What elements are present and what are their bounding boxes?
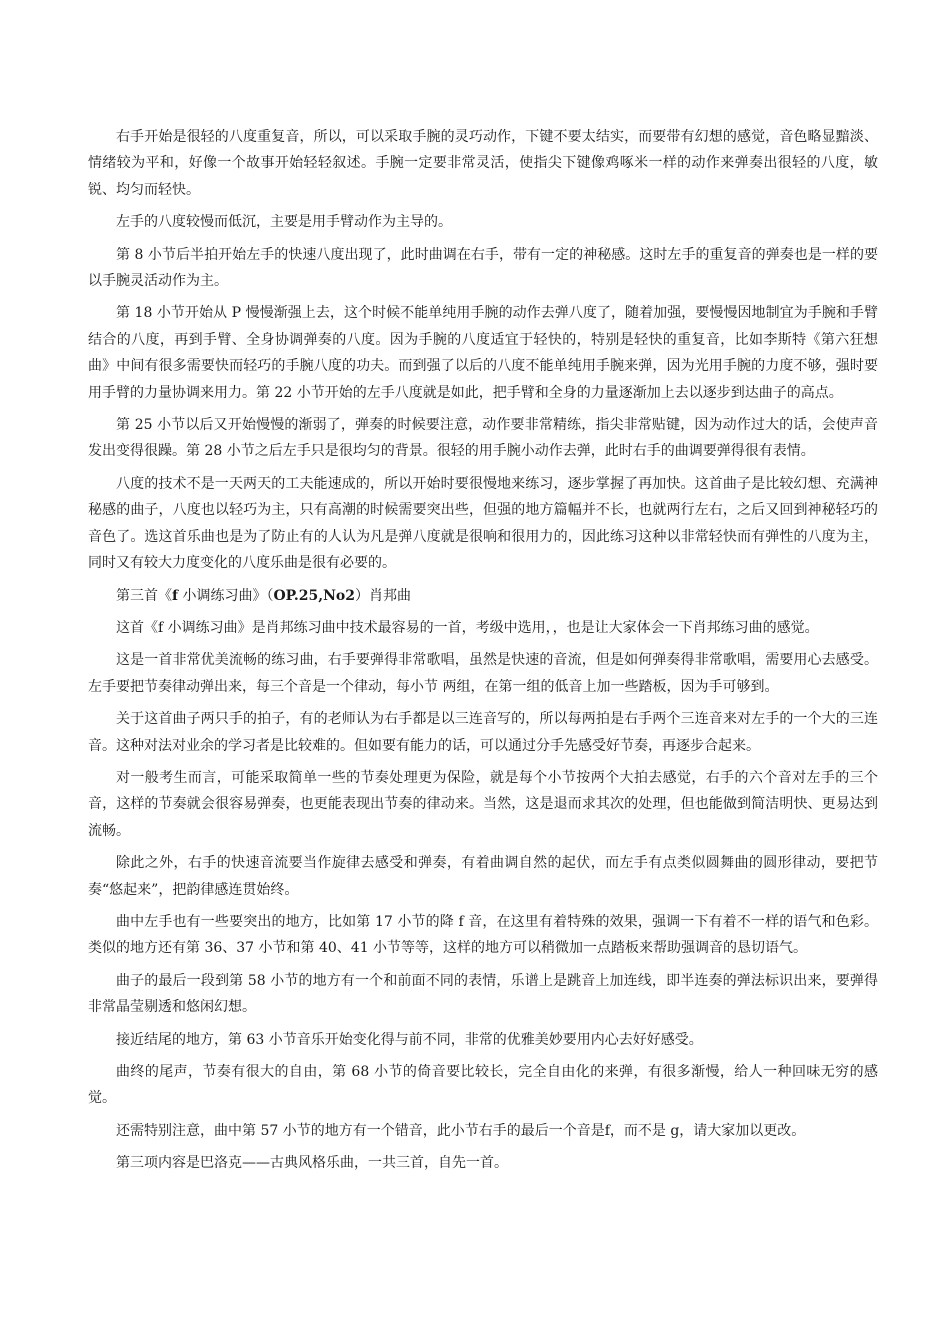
document-body [88,124,878,1183]
paragraph: 左手的八度较慢而低沉，主要是用手臂动作为主导的。 [116,214,452,231]
heading-key: f [172,587,179,604]
paragraph: 第 18 小节开始从 P 慢慢渐强上去，这个时候不能单纯用手腕的动作去弹八度了，随着加强，要慢慢因地制宜为手腕和手臂结合的八度，再到手臂、全身协调弹奏的八度。因为手腕的八度适宜于轻快的，特别是轻快的重复音，比如李斯特《第六狂想曲》中间有很多需要快而轻巧的手腕八度的功夫。而到强了以后的八度不能单纯用手腕来弹，因为光用手腕的力度不够，强时要用手臂的力量协调来用力。第 22 小节开始的左手八度就是如此，把手臂和全身的力量逐渐加上去以逐步到达曲子的高点。 [88,305,878,401]
paragraph: 除此之外，右手的快速音流要当作旋律去感受和弹奏，有着曲调自然的起伏，而左手有点类似圆舞曲的圆形律动，要把节奏“悠起来”，把韵律感连贯始终。 [88,855,878,898]
paragraph: 曲终的尾声，节奏有很大的自由，第 68 小节的倚音要比较长，完全自由化的来弹，有很多渐慢，给人一种回味无穷的感觉。 [88,1064,878,1107]
paragraph: 第三项内容是巴洛克——古典风格乐曲，一共三首，自先一首。 [116,1155,508,1172]
paragraph: 八度的技术不是一天两天的工夫能速成的，所以开始时要很慢地来练习，逐步掌握了再加快。这首曲子是比较幻想、充满神秘感的曲子，八度也以轻巧为主，只有高潮的时候需要突出些，但强的地方篇幅并不长，也就两行左右，之后又回到神秘轻巧的音色了。选这首乐曲也是为了防止有的人认为凡是弹八度就是很响和很用力的，因此练习这种以非常轻快而有弹性的八度为主，同时又有较大力度变化的八度乐曲是很有必要的。 [88,475,878,572]
section-heading [88,583,878,609]
paragraph: 右手开始是很轻的八度重复音，所以，可以采取手腕的灵巧动作，下键不要太结实，而要带有幻想的感觉，音色略显黯淡、情绪较为平和，好像一个故事开始轻轻叙述。手腕一定要非常灵活，使指尖下键像鸡啄米一样的动作来弹奏出很轻的八度，敏锐、均匀而轻快。 [88,129,878,198]
heading-suffix: ）肖邦曲 [355,587,411,604]
paragraph: 关于这首曲子两只手的拍子，有的老师认为右手都是以三连音写的，所以每两拍是右手两个三连音来对左手的一个大的三连音。这种对法对业余的学习者是比较难的。但如要有能力的话，可以通过分手先感受好节奏，再逐步合起来。 [88,711,878,754]
paragraph: 接近结尾的地方，第 63 小节音乐开始变化得与前不同，非常的优雅美妙要用内心去好好感受。 [116,1031,703,1048]
paragraph: 这是一首非常优美流畅的练习曲，右手要弹得非常歌唱，虽然是快速的音流，但是如何弹奏得非常歌唱，需要用心去感受。左手要把节奏律动弹出来，每三个音是一个律动，每小节 两组，在第一组的低音上加一些踏板，因为手可够到。 [88,652,878,695]
paragraph: 曲中左手也有一些要突出的地方，比如第 17 小节的降 f 音，在这里有着特殊的效果，强调一下有着不一样的语气和色彩。类似的地方还有第 36、37 小节和第 40、41 小节等等，这样的地方可以稍微加一点踏板来帮助强调音的恳切语气。 [88,913,878,957]
heading-prefix: 第三首《 [116,587,172,604]
paragraph: 对一般考生而言，可能采取简单一些的节奏处理更为保险，就是每个小节按两个大拍去感觉，右手的六个音对左手的三个音，这样的节奏就会很容易弹奏，也更能表现出节奏的律动来。当然，这是退而求其次的处理，但也能做到简洁明快、更易达到流畅。 [88,769,878,839]
paragraph: 第 8 小节后半拍开始左手的快速八度出现了，此时曲调在右手，带有一定的神秘感。这时左手的重复音的弹奏也是一样的要以手腕灵活动作为主。 [88,246,878,290]
paragraph: 第 25 小节以后又开始慢慢的渐弱了，弹奏的时候要注意，动作要非常精练，指尖非常贴键，因为动作过大的话，会使声音发出变得很躁。第 28 小节之后左手只是很均匀的背景。很轻的用手腕小动作去弹，此时右手的曲调要弹得很有表情。 [88,417,878,460]
paragraph: 曲子的最后一段到第 58 小节的地方有一个和前面不同的表情，乐谱上是跳音上加连线，即半连奏的弹法标识出来，要弹得非常晶莹剔透和悠闲幻想。 [88,972,878,1016]
paragraph: 还需特别注意，曲中第 57 小节的地方有一个错音，此小节右手的最后一个音是f，而不是 g，请大家加以更改。 [116,1122,806,1139]
paragraph: 这首《f 小调练习曲》是肖邦练习曲中技术最容易的一首，考级中选用，，也是让大家体会一下肖邦练习曲的感觉。 [116,619,819,636]
heading-title: 小调练习曲》（ [178,587,274,604]
heading-opus: OP.25,No2 [273,587,355,604]
